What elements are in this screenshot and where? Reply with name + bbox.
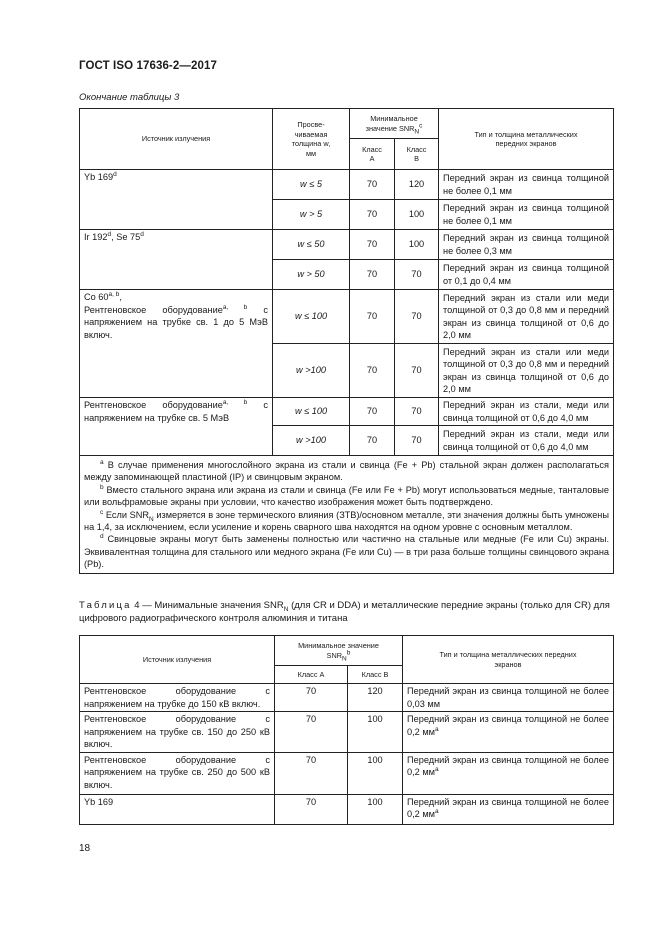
t3-class-b: 100 [395, 230, 439, 260]
t3-notes [80, 456, 614, 574]
t4-header-snr: Минимальное значение $SNR_N^b$ [275, 636, 403, 666]
page-number: 18 [79, 843, 91, 854]
t3-screens: Передний экран из свинца толщиной не более 0,1 мм [439, 170, 614, 200]
t4-class-b: 120 [348, 684, 403, 712]
table-row [80, 794, 614, 824]
t4-class-a: 70 [275, 684, 348, 712]
table3 [79, 108, 614, 574]
document-header: ГОСТ ISO 17636-2—2017 [79, 60, 217, 72]
t3-class-a: 70 [350, 170, 395, 200]
table3-caption: Окончание таблицы 3 [79, 92, 180, 103]
table-row [80, 398, 614, 426]
t3-thickness: w > 5 [273, 200, 350, 230]
t4-class-a: 70 [275, 712, 348, 753]
t3-thickness: w ≤ 100 [273, 398, 350, 426]
t3-header-source: Источник излучения [80, 109, 273, 170]
t4-header-source: Источник излучения [80, 636, 275, 684]
t4-screens: Передний экран из свинца толщиной не более 0,2 $мм^a$ [403, 794, 614, 824]
t3-thickness: w ≤ 50 [273, 230, 350, 260]
t3-class-b: 120 [395, 170, 439, 200]
t4-header-screens: Тип и толщина металлических передних экранов [403, 636, 614, 684]
table-row [80, 170, 614, 200]
table4 [79, 635, 614, 825]
t3-screens: Передний экран из свинца толщиной от 0,1 до 0,4 мм [439, 260, 614, 290]
t3-note-c: $^c$ Если $SNR_N$ измеряется в зоне термического влияния (ЗТВ)/основном металле, эти значения должны быть умножены на 1,4, за исключением, если усиление и корень сварного шва находятся на одном уровне с основным металлом. [84, 508, 609, 533]
t3-note-a: $^a$ В случае применения многослойного экрана из стали и свинца (Fe + Pb) стальной экран должен располагаться между запоминающей пластиной (IP) и свинцовым экраном. [84, 458, 609, 483]
table-row [80, 230, 614, 260]
t3-source-ir192-se75: Ir 192$^d$, Se 75$^d$ [80, 230, 273, 290]
t3-notes-row [80, 456, 614, 574]
t4-source: Рентгеновское оборудование с напряжением на трубке св. 250 до 500 кВ включ. [80, 752, 275, 794]
t3-thickness: w >100 [273, 344, 350, 398]
t4-source: Yb 169 [80, 794, 275, 824]
table-row [80, 290, 614, 344]
t3-class-a: 70 [350, 260, 395, 290]
t4-screens: Передний экран из свинца толщиной не более 0,2 $мм^a$ [403, 712, 614, 753]
table4-caption: Таблица 4 — Минимальные значения $SNR_N$ (для CR и DDA) и металлические передние экраны (только для CR) для цифрового радиографического контроля алюминия и титана [79, 600, 610, 624]
t3-class-b: 70 [395, 426, 439, 456]
t4-class-a: 70 [275, 752, 348, 794]
table-row [80, 684, 614, 712]
t3-screens: Передний экран из стали, меди или свинца толщиной от 0,6 до 4,0 мм [439, 426, 614, 456]
t4-class-b: 100 [348, 712, 403, 753]
t3-header-class-a: Класс A [350, 139, 395, 170]
t3-class-b: 70 [395, 344, 439, 398]
t3-thickness: w > 50 [273, 260, 350, 290]
t3-header-thickness: Просве- чиваемая толщина w, мм [273, 109, 350, 170]
t4-class-b: 100 [348, 752, 403, 794]
t3-header-screens: Тип и толщина металлических передних экранов [439, 109, 614, 170]
t4-source: Рентгеновское оборудование с напряжением на трубке св. 150 до 250 кВ включ. [80, 712, 275, 753]
t3-source-co60-xray: Co 60$^{a, b}$, Рентгеновское оборудование$^{a, b}$ с напряжением на трубке св. 1 до 5 МэВ включ. [80, 290, 273, 398]
t4-header-class-a: Класс A [275, 666, 348, 684]
t3-note-d: $^d$ Свинцовые экраны могут быть заменены полностью или частично на стальные или медные (Fe или Cu) экраны. Эквивалентная толщина для стального или медного экрана (Fe или Cu) — в три раза больше толщины свинцового экрана (Pb). [84, 533, 609, 570]
t3-screens: Передний экран из стали или меди толщиной от 0,3 до 0,8 мм и передний экран из свинца толщиной от 0,6 до 2,0 мм [439, 344, 614, 398]
t4-class-a: 70 [275, 794, 348, 824]
t3-thickness: w ≤ 100 [273, 290, 350, 344]
t3-header-class-b: Класс B [395, 139, 439, 170]
t3-screens: Передний экран из свинца толщиной не более 0,1 мм [439, 200, 614, 230]
t3-class-a: 70 [350, 344, 395, 398]
t3-class-a: 70 [350, 398, 395, 426]
t3-header-snr: Минимальное значение $SNR_N^c$ [350, 109, 439, 139]
t3-note-b: $^b$ Вместо стального экрана или экрана из стали и свинца (Fe или Fe + Pb) могут использоваться медные, танталовые или вольфрамовые экраны при условии, что качество изображения может быть подтверждено. [84, 483, 609, 508]
t3-class-b: 70 [395, 260, 439, 290]
t4-screens: Передний экран из свинца толщиной не более 0,2 $мм^a$ [403, 752, 614, 794]
t3-source-yb169: Yb 169$^d$ [80, 170, 273, 230]
t3-class-b: 100 [395, 200, 439, 230]
t3-source-xray-5mev: Рентгеновское оборудование$^{a, b}$ с напряжением на трубке св. 5 МэВ [80, 398, 273, 456]
table-row [80, 752, 614, 794]
t4-header-class-b: Класс B [348, 666, 403, 684]
t3-class-a: 70 [350, 230, 395, 260]
t3-class-a: 70 [350, 200, 395, 230]
t3-screens: Передний экран из свинца толщиной не более 0,3 мм [439, 230, 614, 260]
t4-screens: Передний экран из свинца толщиной не более 0,03 мм [403, 684, 614, 712]
t3-screens: Передний экран из стали или меди толщиной от 0,3 до 0,8 мм и передний экран из свинца толщиной от 0,6 до 2,0 мм [439, 290, 614, 344]
t3-class-b: 70 [395, 290, 439, 344]
t3-thickness: w ≤ 5 [273, 170, 350, 200]
t3-class-b: 70 [395, 398, 439, 426]
t3-class-a: 70 [350, 426, 395, 456]
t3-class-a: 70 [350, 290, 395, 344]
table-row [80, 712, 614, 753]
t4-source: Рентгеновское оборудование с напряжением на трубке до 150 кВ включ. [80, 684, 275, 712]
t4-class-b: 100 [348, 794, 403, 824]
t3-screens: Передний экран из стали, меди или свинца толщиной от 0,6 до 4,0 мм [439, 398, 614, 426]
t3-thickness: w >100 [273, 426, 350, 456]
